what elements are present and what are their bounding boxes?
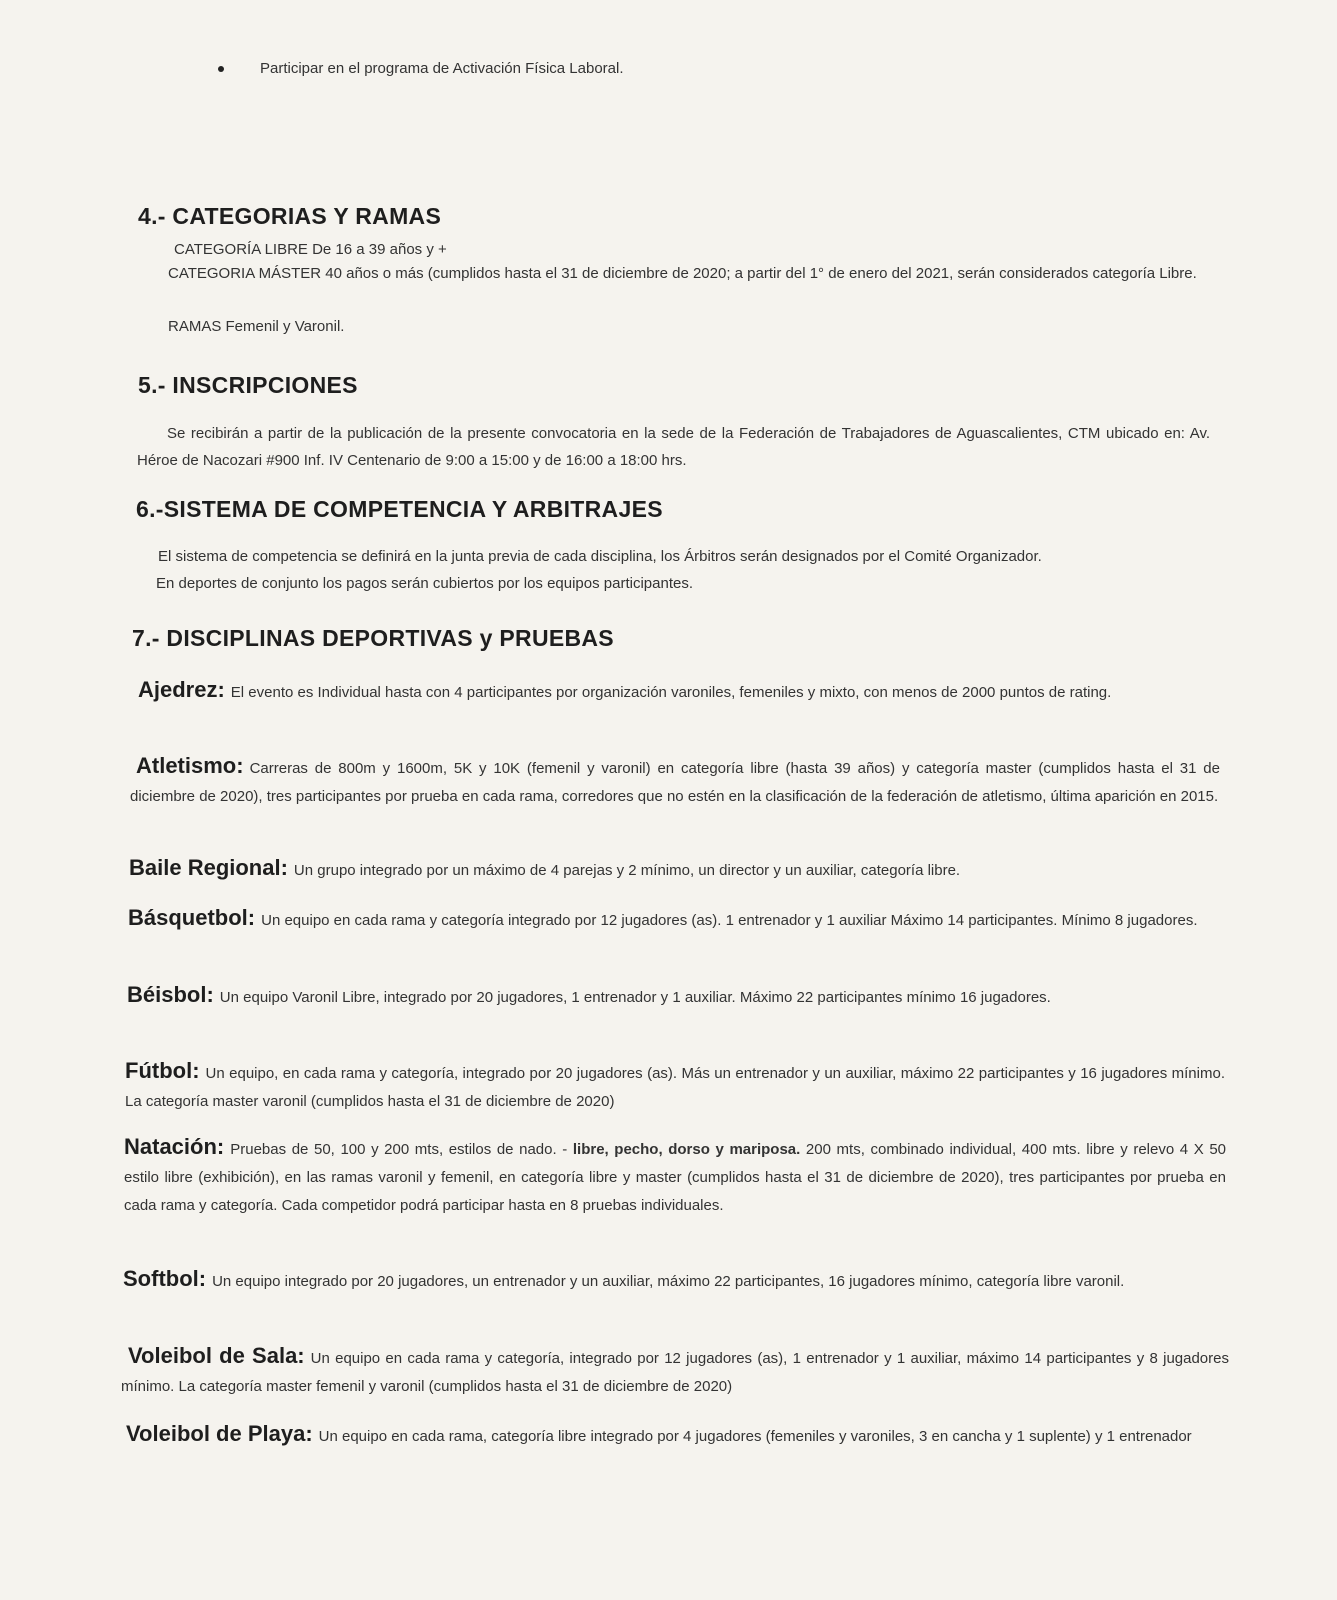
term-ajedrez: Ajedrez: bbox=[138, 677, 225, 702]
term-basquetbol: Básquetbol: bbox=[128, 905, 256, 930]
text-softbol: Un equipo integrado por 20 jugadores, un entrenador y un auxiliar, máximo 22 participantes, 16 jugadores mínimo, categoría libre varonil. bbox=[212, 1273, 1125, 1290]
ramas: RAMAS Femenil y Varonil. bbox=[168, 318, 345, 335]
section6-line2: En deportes de conjunto los pagos serán cubiertos por los equipos participantes. bbox=[156, 575, 694, 592]
intro-bullet-text: Participar en el programa de Activación Física Laboral. bbox=[260, 60, 624, 77]
entry-baile bbox=[129, 854, 1222, 885]
section5-text: Se recibirán a partir de la publicación de la presente convocatoria en la sede de la Federación de Trabajadores de Aguascalientes, CTM ubicado en: Av. Héroe de Nacozari #900 Inf. IV Centenario de 9:00 a 15:00 y de 16:00 a 18:00 hrs. bbox=[137, 425, 1210, 469]
entry-atletismo bbox=[130, 752, 1220, 811]
intro-bullet bbox=[218, 60, 624, 77]
bullet-icon bbox=[218, 66, 224, 72]
entry-natacion bbox=[124, 1133, 1226, 1220]
section4-heading: 4.- CATEGORIAS Y RAMAS bbox=[138, 203, 442, 229]
text-baile: Un grupo integrado por un máximo de 4 parejas y 2 mínimo, un director y un auxiliar, categoría libre. bbox=[293, 862, 961, 879]
entry-voleibol-playa bbox=[119, 1420, 1231, 1451]
text-natacion-b: 200 mts, combinado individual, 400 mts. libre y relevo 4 X 50 estilo libre (exhibición), en las ramas varonil y femenil, en categoría libre y master (cumplidos hasta el 31 de diciembre de 2020), tres participantes por prueba en cada rama y categoría. Cada competidor podrá participar hasta en 8 pruebas individuales. bbox=[124, 1141, 1227, 1214]
text-ajedrez: El evento es Individual hasta con 4 participantes por organización varoniles, femeniles y mixto, con menos de 2000 puntos de rating. bbox=[230, 684, 1112, 701]
term-voleibol-playa: Voleibol de Playa: bbox=[126, 1421, 313, 1446]
text-futbol: Un equipo, en cada rama y categoría, integrado por 20 jugadores (as). Más un entrenador y un auxiliar, máximo 22 participantes y 16 jugadores mínimo. La categoría master varonil (cumplidos hasta el 31 de diciembre de 2020) bbox=[125, 1065, 1225, 1110]
term-voleibol-sala: Voleibol de Sala: bbox=[128, 1343, 305, 1368]
entry-ajedrez bbox=[132, 676, 1220, 707]
text-voleibol-sala: Un equipo en cada rama y categoría, integrado por 12 jugadores (as), 1 entrenador y 1 auxiliar, máximo 14 participantes y 8 jugadores mínimo. La categoría master femenil y varonil (cumplidos hasta el 31 de diciembre de 2020) bbox=[121, 1350, 1229, 1395]
text-natacion-bold: libre, pecho, dorso y mariposa. bbox=[572, 1141, 801, 1158]
entry-voleibol-sala bbox=[121, 1342, 1229, 1401]
category-libre: CATEGORÍA LIBRE De 16 a 39 años y + bbox=[174, 241, 447, 258]
text-voleibol-playa: Un equipo en cada rama, categoría libre integrado por 4 jugadores (femeniles y varoniles, 3 en cancha y 1 suplente) y 1 entrenador bbox=[318, 1428, 1192, 1445]
text-atletismo: Carreras de 800m y 1600m, 5K y 10K (femenil y varonil) en categoría libre (hasta 39 años) y categoría master (cumplidos hasta el 31 de diciembre de 2020), tres participantes por prueba en cada rama, corredores que no estén en la clasificación de la federación de atletismo, última aparición en 2015. bbox=[130, 760, 1220, 805]
section7-heading: 7.- DISCIPLINAS DEPORTIVAS y PRUEBAS bbox=[132, 625, 614, 651]
text-natacion-a: Pruebas de 50, 100 y 200 mts, estilos de nado. - bbox=[230, 1141, 568, 1158]
term-baile: Baile Regional: bbox=[129, 855, 288, 880]
section6-heading: 6.-SISTEMA DE COMPETENCIA Y ARBITRAJES bbox=[136, 496, 663, 522]
entry-basquetbol bbox=[128, 904, 1222, 935]
text-basquetbol: Un equipo en cada rama y categoría integrado por 12 jugadores (as). 1 entrenador y 1 auxiliar Máximo 14 participantes. Mínimo 8 jugadores. bbox=[261, 912, 1198, 929]
section6-line1: El sistema de competencia se definirá en la junta previa de cada disciplina, los Árbitros serán designados por el Comité Organizador. bbox=[158, 548, 1042, 565]
term-beisbol: Béisbol: bbox=[127, 982, 214, 1007]
text-beisbol: Un equipo Varonil Libre, integrado por 20 jugadores, 1 entrenador y 1 auxiliar. Máximo 22 participantes mínimo 16 jugadores. bbox=[219, 989, 1051, 1006]
term-atletismo: Atletismo: bbox=[136, 753, 244, 778]
entry-futbol bbox=[125, 1057, 1225, 1116]
term-futbol: Fútbol: bbox=[125, 1058, 200, 1083]
entry-beisbol bbox=[127, 981, 1224, 1012]
entry-softbol bbox=[123, 1265, 1227, 1296]
term-softbol: Softbol: bbox=[123, 1266, 207, 1291]
category-master: CATEGORIA MÁSTER 40 años o más (cumplidos hasta el 31 de diciembre de 2020; a partir del 1° de enero del 2021, serán considerados categoría Libre. bbox=[168, 265, 1197, 282]
term-natacion: Natación: bbox=[124, 1134, 225, 1159]
section5-heading: 5.- INSCRIPCIONES bbox=[138, 372, 358, 398]
